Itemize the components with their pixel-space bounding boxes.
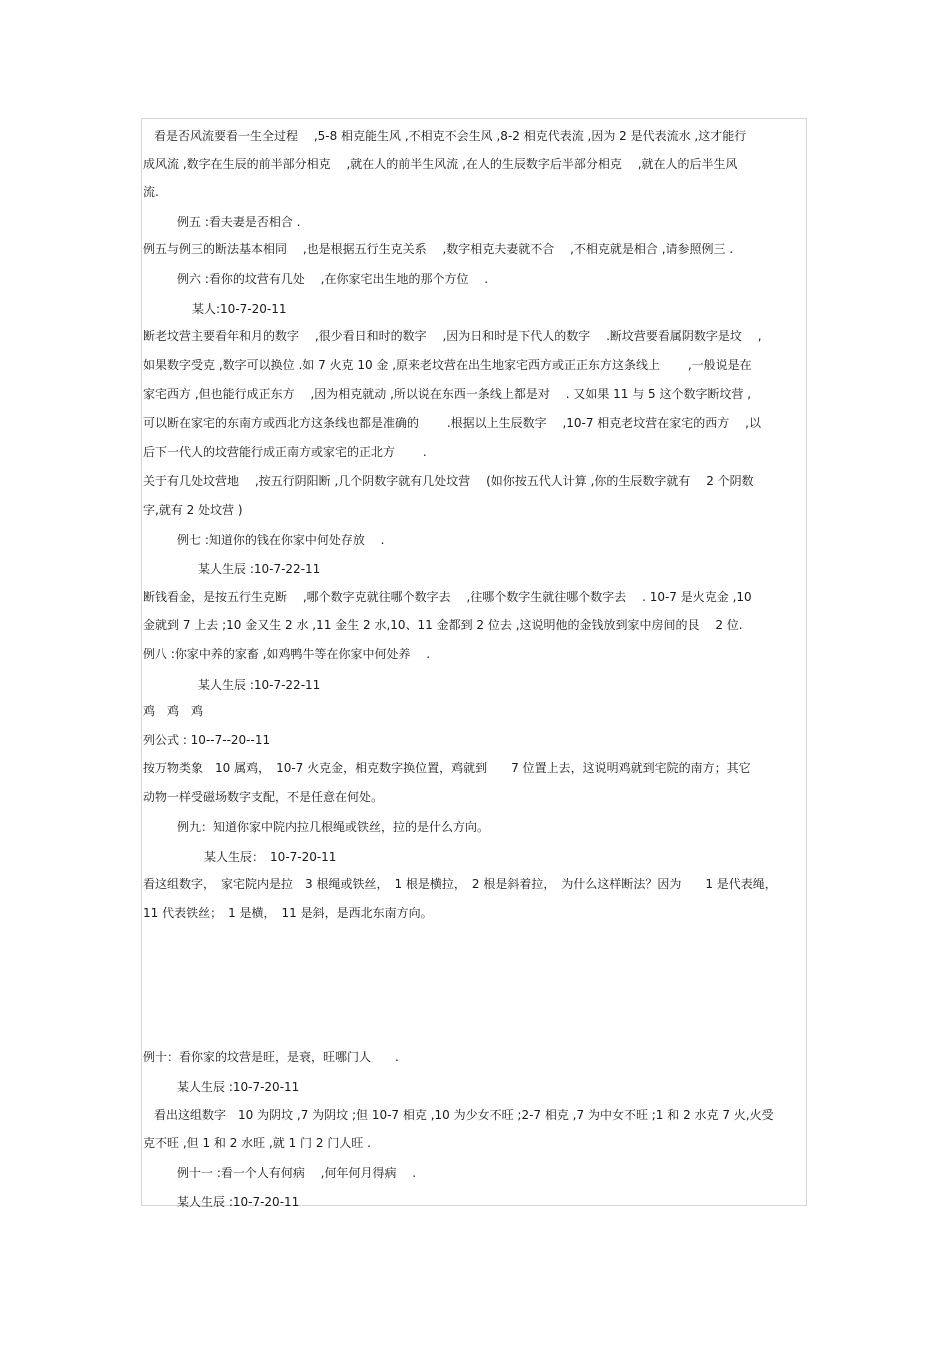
example-heading: 例九：知道你家中院内拉几根绳或铁丝，拉的是什么方向。 xyxy=(177,820,490,834)
text-line: 成风流 ,数字在生辰的前半部分相克 ,就在人的前半生风流 ,在人的生辰数字后半部分相克 ,就在人的后半生风 xyxy=(143,157,738,171)
text-line: 鸡 鸡 鸡 xyxy=(143,704,204,718)
example-heading: 例十：看你家的坟营是旺，是衰，旺哪门人 . xyxy=(143,1050,399,1064)
birth-numbers: 某人生辰 :10-7-22-11 xyxy=(198,562,321,576)
text-line: 可以断在家宅的东南方或西北方这条线也都是准确的 .根据以上生辰数字 ,10-7 相克老坟营在家宅的西方 ,以 xyxy=(143,416,761,430)
example-heading: 例七 :知道你的钱在你家中何处存放 . xyxy=(177,533,385,547)
birth-numbers: 某人:10-7-20-11 xyxy=(192,302,287,316)
text-line: 11 代表铁丝； 1 是横， 11 是斜，是西北东南方向。 xyxy=(143,906,433,920)
example-heading: 例八 :你家中养的家畜 ,如鸡鸭牛等在你家中何处养 . xyxy=(143,647,431,661)
text-line: 金就到 7 上去 ;10 金又生 2 水 ,11 金生 2 水,10、11 金都到 2 位去 ,这说明他的金钱放到家中房间的艮 2 位. xyxy=(143,618,743,632)
text-line: 关于有几处坟营地 ,按五行阴阳断 ,几个阴数字就有几处坟营 (如你按五代人计算 ,你的生辰数字就有 2 个阴数 xyxy=(143,474,754,488)
birth-numbers: 某人生辰： 10-7-20-11 xyxy=(204,850,337,864)
text-line: 后下一代人的坟营能行成正南方或家宅的正北方 . xyxy=(143,445,427,459)
example-heading: 例五 :看夫妻是否相合 . xyxy=(177,215,301,229)
text-line: 流. xyxy=(143,185,159,199)
birth-numbers: 某人生辰 :10-7-20-11 xyxy=(177,1195,300,1209)
text-line: 断老坟营主要看年和月的数字 ,很少看日和时的数字 ,因为日和时是下代人的数字 .断坟营要看属阴数字是坟 , xyxy=(143,329,762,343)
text-line: 按万物类象 10 属鸡， 10-7 火克金，相克数字换位置，鸡就到 7 位置上去，这说明鸡就到宅院的南方；其它 xyxy=(143,761,751,775)
text-line: 看是否风流要看一生全过程 ,5-8 相克能生风 ,不相克不会生风 ,8-2 相克代表流 ,因为 2 是代表流水 ,这才能行 xyxy=(154,129,747,143)
text-line: 克不旺 ,但 1 和 2 水旺 ,就 1 门 2 门人旺 . xyxy=(143,1136,371,1150)
text-line: 动物一样受磁场数字支配，不是任意在何处。 xyxy=(143,790,384,804)
text-line: 如果数字受克 ,数字可以换位 .如 7 火克 10 金 ,原来老坟营在出生地家宅西方或正正东方这条线上 ,一般说是在 xyxy=(143,358,752,372)
birth-numbers: 某人生辰 :10-7-22-11 xyxy=(198,678,321,692)
example-heading: 例六 :看你的坟营有几处 ,在你家宅出生地的那个方位 . xyxy=(177,272,489,286)
text-line: 看这组数字， 家宅院内是拉 3 根绳或铁丝， 1 根是横拉， 2 根是斜着拉， 为什么这样断法？因为 1 是代表绳， xyxy=(143,877,777,891)
text-line: 看出这组数字 10 为阴坟 ,7 为阴坟 ;但 10-7 相克 ,10 为少女不旺 ;2-7 相克 ,7 为中女不旺 ;1 和 2 水克 7 火,火受 xyxy=(154,1108,774,1122)
text-line: 断钱看金，是按五行生克断 ,哪个数字克就往哪个数字去 ,往哪个数字生就往哪个数字去 . 10-7 是火克金 ,10 xyxy=(143,590,752,604)
birth-numbers: 某人生辰 :10-7-20-11 xyxy=(177,1080,300,1094)
formula-line: 列公式 : 10--7--20--11 xyxy=(143,733,271,747)
text-line: 例五与例三的断法基本相同 ,也是根据五行生克关系 ,数字相克夫妻就不合 ,不相克就是相合 ,请参照例三 . xyxy=(143,242,734,256)
example-heading: 例十一 :看一个人有何病 ,何年何月得病 . xyxy=(177,1166,417,1180)
text-line: 字,就有 2 处坟营 ) xyxy=(143,503,243,517)
text-line: 家宅西方 ,但也能行成正东方 ,因为相克就动 ,所以说在东西一条线上都是对 . 又如果 11 与 5 这个数字断坟营 , xyxy=(143,387,752,401)
